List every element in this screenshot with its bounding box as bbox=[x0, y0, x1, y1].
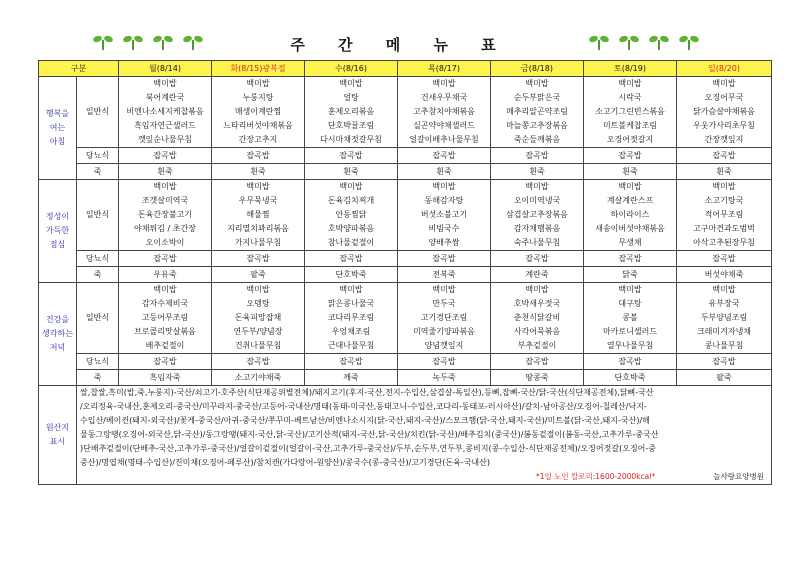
diabetic-cell: 잡곡밥 bbox=[491, 251, 584, 267]
diet-type-porridge: 죽 bbox=[77, 267, 119, 283]
meal-name bbox=[39, 180, 77, 283]
diabetic-cell: 잡곡밥 bbox=[398, 148, 491, 164]
menu-item: 고등어무조림 bbox=[141, 313, 189, 322]
menu-item: 브로콜리맛살볶음 bbox=[134, 327, 196, 336]
menu-cell bbox=[491, 180, 584, 251]
menu-cell bbox=[677, 77, 772, 148]
menu-cell bbox=[119, 77, 212, 148]
porridge-cell: 흰죽 bbox=[584, 164, 677, 180]
menu-item: 백미밥 bbox=[618, 79, 642, 88]
menu-cell bbox=[398, 77, 491, 148]
menu-item: 백미밥 bbox=[153, 285, 177, 294]
porridge-cell: 흰죽 bbox=[677, 164, 772, 180]
diabetic-cell: 잡곡밥 bbox=[119, 148, 212, 164]
porridge-cell: 닭죽 bbox=[584, 267, 677, 283]
menu-item: 맑은콩나물국 bbox=[327, 299, 375, 308]
diabetic-cell: 잡곡밥 bbox=[305, 148, 398, 164]
menu-item: 호박새우젓국 bbox=[513, 299, 561, 308]
menu-item: 돈육간장불고기 bbox=[137, 210, 193, 219]
menu-item: 오징어젓갈지 bbox=[606, 135, 654, 144]
menu-cell bbox=[584, 283, 677, 354]
menu-item: 고기경단조림 bbox=[420, 313, 468, 322]
porridge-cell: 땅콩죽 bbox=[491, 370, 584, 386]
origin-line: )단배추겉절이(단배추-국산,고추가루-중국산)/얼갈이겉절이(얼갈이-국산,고추가루-중국산)/두부,순두부,연두부,콩비지(콩-수입산-식단재공전체)/오징어젓갈(오징어-중 bbox=[80, 444, 657, 453]
menu-item: 감자채햄볶음 bbox=[513, 224, 561, 233]
menu-item: 호박양파볶음 bbox=[327, 224, 375, 233]
header-row bbox=[39, 61, 772, 77]
menu-item: 오이미역냉국 bbox=[513, 196, 561, 205]
menu-item: 마늘쫑고추장볶음 bbox=[506, 121, 568, 130]
menu-cell bbox=[398, 283, 491, 354]
diabetic-cell: 잡곡밥 bbox=[305, 251, 398, 267]
diabetic-cell: 잡곡밥 bbox=[584, 251, 677, 267]
menu-item: 배추겉절이 bbox=[145, 341, 185, 350]
day-header: 일(8/20) bbox=[677, 61, 772, 77]
menu-item: 두부양념조림 bbox=[700, 313, 748, 322]
menu-item: 크래미겨자냉채 bbox=[696, 327, 752, 336]
meal-name-line: 건강을 bbox=[45, 315, 70, 324]
menu-item: 소고기그린빈스볶음 bbox=[595, 107, 665, 116]
menu-item: 백미밥 bbox=[618, 285, 642, 294]
menu-cell bbox=[491, 77, 584, 148]
meal-name-line: 아침 bbox=[49, 137, 66, 146]
meal-name-line: 행복을 bbox=[45, 109, 70, 118]
porridge-cell: 깨죽 bbox=[305, 370, 398, 386]
menu-item: 비빔국수 bbox=[428, 224, 460, 233]
diabetic-cell: 잡곡밥 bbox=[491, 148, 584, 164]
menu-item: 미트볼케찹조림 bbox=[602, 121, 658, 130]
menu-item: 백미밥 bbox=[339, 285, 363, 294]
menu-item: 백미밥 bbox=[712, 285, 736, 294]
meal-row-diabetic bbox=[39, 354, 772, 370]
menu-item: 백미밥 bbox=[339, 79, 363, 88]
diabetic-cell: 잡곡밥 bbox=[398, 354, 491, 370]
menu-item: 백미밥 bbox=[432, 79, 456, 88]
porridge-cell: 흑임자죽 bbox=[119, 370, 212, 386]
menu-item: 백미밥 bbox=[246, 182, 270, 191]
origin-line: 수입산/베이컨(돼지-외국산)/꽃게-중국산/아귀-중국산/쭈꾸미-베트남산/비엔나소시지(닭-국산,돼지-국산)/스모크햄(닭-국산,돼지-국산)/미트볼(닭-국산,돼지-국산)/해 bbox=[80, 416, 650, 425]
menu-cell bbox=[677, 283, 772, 354]
menu-item: 실곤약야채샐러드 bbox=[413, 121, 475, 130]
day-header: 수(8/16) bbox=[305, 61, 398, 77]
meal-name-line: 점심 bbox=[49, 240, 66, 249]
meal-name bbox=[39, 77, 77, 180]
menu-item: 유부장국 bbox=[708, 299, 740, 308]
origin-footer bbox=[80, 470, 768, 484]
menu-item: 콩볼 bbox=[622, 313, 638, 322]
meal-name bbox=[39, 283, 77, 386]
menu-cell bbox=[212, 77, 305, 148]
porridge-cell: 흰죽 bbox=[212, 164, 305, 180]
menu-item: 비엔나소세지케찹볶음 bbox=[126, 107, 204, 116]
day-header: 목(8/17) bbox=[398, 61, 491, 77]
menu-item: 버섯소불고기 bbox=[420, 210, 468, 219]
menu-item: 닭가슴살야채볶음 bbox=[693, 107, 755, 116]
origin-label bbox=[39, 386, 77, 485]
menu-item: 사각어묵볶음 bbox=[513, 327, 561, 336]
diabetic-cell: 잡곡밥 bbox=[677, 354, 772, 370]
menu-item: 감자수제비국 bbox=[141, 299, 189, 308]
menu-item: 얼탕 bbox=[343, 93, 359, 102]
menu-item: 깻잎순나물무침 bbox=[137, 135, 193, 144]
day-header: 토(8/19) bbox=[584, 61, 677, 77]
menu-item: 우엉채조림 bbox=[331, 327, 371, 336]
menu-item: 삼겹살고추장볶음 bbox=[506, 210, 568, 219]
diet-type-porridge: 죽 bbox=[77, 164, 119, 180]
meal-name-line: 가득한 bbox=[45, 226, 70, 235]
menu-item: 하이라이스 bbox=[610, 210, 650, 219]
meal-name-line: 저녁 bbox=[49, 343, 66, 352]
diet-type-diabetic: 당뇨식 bbox=[77, 251, 119, 267]
diabetic-cell: 잡곡밥 bbox=[119, 251, 212, 267]
menu-item: 백미밥 bbox=[525, 285, 549, 294]
menu-item: 마카로니샐러드 bbox=[602, 327, 658, 336]
porridge-cell: 우유죽 bbox=[119, 267, 212, 283]
menu-item: 백미밥 bbox=[432, 182, 456, 191]
page-title: 주 간 메 뉴 표 bbox=[290, 36, 510, 54]
menu-item: 근대나물무침 bbox=[327, 341, 375, 350]
menu-item: 양념깻잎지 bbox=[424, 341, 464, 350]
porridge-cell: 단호박죽 bbox=[305, 267, 398, 283]
meal-row-porridge bbox=[39, 164, 772, 180]
meal-row-porridge bbox=[39, 370, 772, 386]
origin-label-line: 원산지 bbox=[45, 423, 70, 432]
menu-cell bbox=[677, 180, 772, 251]
menu-item: 매생이계란찜 bbox=[234, 107, 282, 116]
menu-item: 부추겉절이 bbox=[517, 341, 557, 350]
menu-item: 건새우무채국 bbox=[420, 93, 468, 102]
menu-item: 백미밥 bbox=[432, 285, 456, 294]
diet-type-regular: 일반식 bbox=[77, 180, 119, 251]
origin-row bbox=[39, 386, 772, 485]
meal-row-porridge bbox=[39, 267, 772, 283]
menu-item: 백미밥 bbox=[246, 79, 270, 88]
menu-item: 양배추쌈 bbox=[428, 238, 460, 247]
porridge-cell: 팥죽 bbox=[212, 267, 305, 283]
day-header: 금(8/18) bbox=[491, 61, 584, 77]
menu-item: 순두부맑은국 bbox=[513, 93, 561, 102]
porridge-cell: 녹두죽 bbox=[398, 370, 491, 386]
menu-item: 백미밥 bbox=[153, 79, 177, 88]
hospital-name: 늘사랑요양병원 bbox=[713, 472, 764, 481]
menu-item: 백미밥 bbox=[525, 79, 549, 88]
menu-item: 다시마채젓갈무침 bbox=[320, 135, 382, 144]
menu-item: 적어무조림 bbox=[704, 210, 744, 219]
menu-item: 단호박꿀조림 bbox=[327, 121, 375, 130]
menu-item: 메추리알곤약조림 bbox=[506, 107, 568, 116]
menu-item: 시락국 bbox=[618, 93, 642, 102]
menu-item: 누룽지탕 bbox=[242, 93, 274, 102]
menu-item: 백미밥 bbox=[246, 285, 270, 294]
menu-item: 동해감자탕 bbox=[424, 196, 464, 205]
weekly-menu-table bbox=[38, 60, 772, 485]
origin-line: /오리정육-국내산,훈제오리-중국산/미꾸라지-중국산/고등어-국내산/명태(동태-미국산,동태고니-수입산,코다리-동태포-러시아산)/갈치-남아공산/오징어-칠레산/낙지- bbox=[80, 402, 647, 411]
menu-item: 돈육피망잡채 bbox=[234, 313, 282, 322]
day-header: 월(8/14) bbox=[119, 61, 212, 77]
meal-row-diabetic bbox=[39, 251, 772, 267]
menu-item: 돈육김치찌개 bbox=[327, 196, 375, 205]
menu-item: 지리멸치꽈리볶음 bbox=[227, 224, 289, 233]
diabetic-cell: 잡곡밥 bbox=[491, 354, 584, 370]
menu-item: 백미밥 bbox=[712, 182, 736, 191]
meal-row-regular bbox=[39, 77, 772, 148]
porridge-cell: 팥죽 bbox=[677, 370, 772, 386]
day-header: 화(8/15)광복절 bbox=[212, 61, 305, 77]
menu-item: 느타리버섯야채볶음 bbox=[223, 121, 293, 130]
menu-item: 만두국 bbox=[432, 299, 456, 308]
porridge-cell: 버섯야채죽 bbox=[677, 267, 772, 283]
menu-item: 고구마견과도범벅 bbox=[693, 224, 755, 233]
origin-line: 쌀,찹쌀,흑미(밥,죽,누룽지)-국산/쇠고기-호주산(식단재공위별전체)/돼지고기(후지-국산,전지-수입산,삼겹살-독일산),등뼈,잡뼈-국산/닭-국산(식단재공전체),닭뼈-국산 bbox=[80, 388, 654, 397]
menu-item: 백미밥 bbox=[153, 182, 177, 191]
porridge-cell: 소고기야채죽 bbox=[212, 370, 305, 386]
menu-item: 얼갈이배추나물무침 bbox=[409, 135, 479, 144]
menu-cell bbox=[305, 77, 398, 148]
menu-item: 야채튀김 / 초간장 bbox=[134, 224, 196, 233]
porridge-cell: 계란죽 bbox=[491, 267, 584, 283]
menu-item: 무생채 bbox=[618, 238, 642, 247]
menu-cell bbox=[119, 283, 212, 354]
menu-item: 우무묵냉국 bbox=[238, 196, 278, 205]
menu-item: 간장고추지 bbox=[238, 135, 278, 144]
diabetic-cell: 잡곡밥 bbox=[212, 148, 305, 164]
menu-item: 코다리무조림 bbox=[327, 313, 375, 322]
menu-item: 콩나물무침 bbox=[704, 341, 744, 350]
menu-item: 백미밥 bbox=[712, 79, 736, 88]
menu-item: 훈제오리볶음 bbox=[327, 107, 375, 116]
menu-item: 오뎅탕 bbox=[246, 299, 270, 308]
diabetic-cell: 잡곡밥 bbox=[212, 251, 305, 267]
meal-row-diabetic bbox=[39, 148, 772, 164]
porridge-cell: 단호박죽 bbox=[584, 370, 677, 386]
diabetic-cell: 잡곡밥 bbox=[584, 354, 677, 370]
porridge-cell: 흰죽 bbox=[119, 164, 212, 180]
diabetic-cell: 잡곡밥 bbox=[677, 148, 772, 164]
porridge-cell: 전복죽 bbox=[398, 267, 491, 283]
menu-item: 미역줄기양파볶음 bbox=[413, 327, 475, 336]
menu-item: 계살계란스프 bbox=[606, 196, 654, 205]
origin-label-line: 표시 bbox=[49, 437, 66, 446]
menu-item: 연두부/양념장 bbox=[233, 327, 283, 336]
menu-item: 조갯살미역국 bbox=[141, 196, 189, 205]
menu-item: 백미밥 bbox=[618, 182, 642, 191]
diabetic-cell: 잡곡밥 bbox=[584, 148, 677, 164]
menu-item: 열무나물무침 bbox=[606, 341, 654, 350]
menu-cell bbox=[305, 180, 398, 251]
diet-type-diabetic: 당뇨식 bbox=[77, 354, 119, 370]
menu-item: 우웃가사리초무침 bbox=[693, 121, 755, 130]
origin-line: 물동그랑땡(오징어-외국산,닭-국산)/동그랑땡(돼지-국산,닭-국산)/고기산적(돼지-국산,닭-국산)/치킨(닭-국산)/배추김치(중국산)/봄동겉절이(봄동-국산,고추가루-중국산 bbox=[80, 430, 659, 439]
diabetic-cell: 잡곡밥 bbox=[305, 354, 398, 370]
menu-cell bbox=[305, 283, 398, 354]
menu-item: 오징어무국 bbox=[704, 93, 744, 102]
diabetic-cell: 잡곡밥 bbox=[677, 251, 772, 267]
meal-name-line: 생각하는 bbox=[42, 329, 73, 338]
meal-name-line: 정성이 bbox=[45, 212, 70, 221]
menu-item: 흑임자연근샐러드 bbox=[134, 121, 196, 130]
menu-cell bbox=[398, 180, 491, 251]
menu-item: 해물찜 bbox=[246, 210, 270, 219]
menu-item: 소고기탕국 bbox=[704, 196, 744, 205]
menu-item: 백미밥 bbox=[339, 182, 363, 191]
meal-row-regular bbox=[39, 283, 772, 354]
menu-item: 안동찜닭 bbox=[335, 210, 367, 219]
meal-name-line: 여는 bbox=[49, 123, 66, 132]
menu-item: 새송이버섯야채볶음 bbox=[595, 224, 665, 233]
menu-cell bbox=[119, 180, 212, 251]
menu-item: 백미밥 bbox=[525, 182, 549, 191]
menu-item: 대구탕 bbox=[618, 299, 642, 308]
menu-item: 아삭고추된장무침 bbox=[693, 238, 755, 247]
diabetic-cell: 잡곡밥 bbox=[398, 251, 491, 267]
menu-cell bbox=[584, 180, 677, 251]
origin-text bbox=[77, 386, 772, 485]
diet-type-diabetic: 당뇨식 bbox=[77, 148, 119, 164]
menu-cell bbox=[212, 283, 305, 354]
calorie-note: *1일 노인 칼로리:1600-2000kcal* bbox=[536, 472, 656, 481]
menu-cell bbox=[584, 77, 677, 148]
menu-item: 숙주나물무침 bbox=[513, 238, 561, 247]
menu-cell bbox=[491, 283, 584, 354]
menu-item: 고추참치야채볶음 bbox=[413, 107, 475, 116]
origin-line: 중산)/명엽채(명태-수입산)/진미채(오징어-페루산)/참치캔(가다랑어-원양산)/콩국수(콩-중국산)/고기경단(돈육-국내산) bbox=[80, 458, 490, 467]
menu-item: 참나물겉절이 bbox=[327, 238, 375, 247]
diabetic-cell: 잡곡밥 bbox=[119, 354, 212, 370]
menu-item: 죽순들깨볶음 bbox=[513, 135, 561, 144]
porridge-cell: 흰죽 bbox=[491, 164, 584, 180]
meal-row-regular bbox=[39, 180, 772, 251]
porridge-cell: 흰죽 bbox=[305, 164, 398, 180]
diet-type-regular: 일반식 bbox=[77, 283, 119, 354]
menu-item: 오이소박이 bbox=[145, 238, 185, 247]
menu-item: 춘천식닭갈비 bbox=[513, 313, 561, 322]
header-corner: 구분 bbox=[39, 61, 119, 77]
diet-type-regular: 일반식 bbox=[77, 77, 119, 148]
menu-item: 간장깻잎지 bbox=[704, 135, 744, 144]
porridge-cell: 흰죽 bbox=[398, 164, 491, 180]
menu-item: 북어계란국 bbox=[145, 93, 185, 102]
diet-type-porridge: 죽 bbox=[77, 370, 119, 386]
menu-item: 가지나물무침 bbox=[234, 238, 282, 247]
diabetic-cell: 잡곡밥 bbox=[212, 354, 305, 370]
menu-cell bbox=[212, 180, 305, 251]
menu-item: 건취나물무침 bbox=[234, 341, 282, 350]
